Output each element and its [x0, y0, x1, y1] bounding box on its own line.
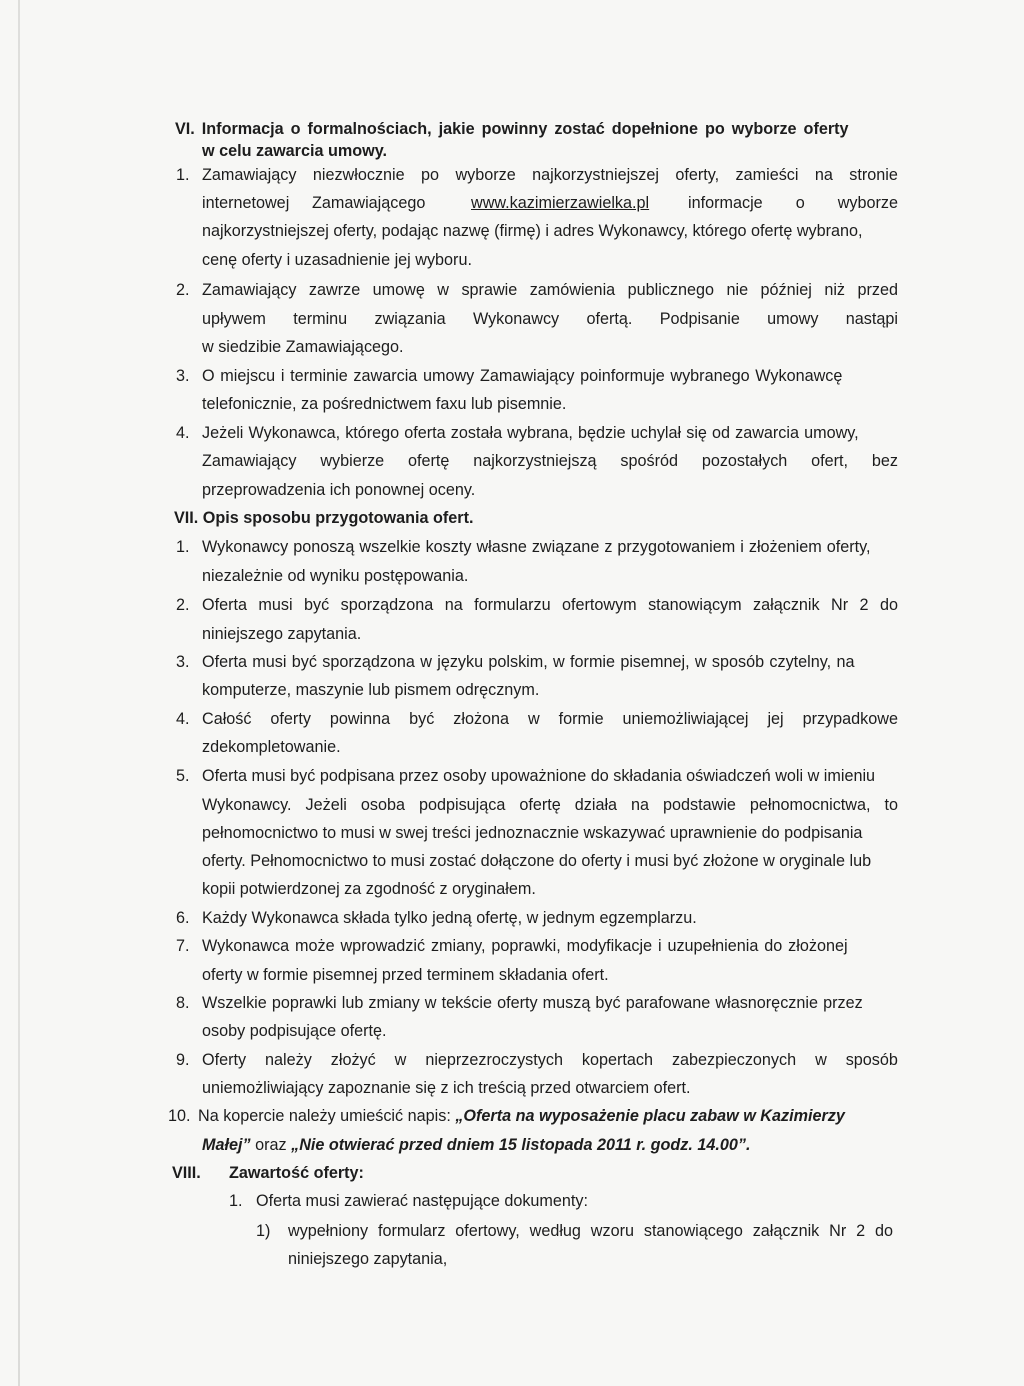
- vi-item-1-line2-post: [688, 194, 898, 213]
- word: w: [437, 281, 449, 299]
- word: niż: [824, 281, 846, 299]
- vi-item-1-line2-pre: internetowej: [202, 194, 290, 212]
- word: sporządzona: [340, 596, 434, 614]
- word: formie: [558, 710, 604, 728]
- word: załącznik: [753, 596, 820, 614]
- word: o: [795, 194, 805, 212]
- vii-item-2-num: 2.: [176, 596, 190, 614]
- vii-item-10-num: 10.: [168, 1107, 191, 1125]
- vi-item-1-line1: [202, 166, 898, 185]
- vii-item-9-num: 9.: [176, 1051, 190, 1069]
- word: jej: [767, 710, 784, 728]
- vi-item-2-line3: w siedzibie Zamawiającego.: [202, 338, 404, 356]
- word: 2: [856, 1222, 866, 1240]
- word: w: [527, 710, 540, 728]
- vii-item-7-line2: oferty w formie pisemnej przed terminem składania ofert.: [202, 966, 609, 984]
- vii-item-10-conj: oraz: [250, 1136, 292, 1154]
- word: do: [874, 1222, 893, 1240]
- word: najkorzystniejszą: [473, 452, 597, 470]
- word: Nr: [831, 596, 849, 614]
- word: nie: [726, 281, 749, 299]
- vi-item-3-line1: O miejscu i terminie zawarcia umowy Zamawiający poinformuje wybranego Wykonawcę: [202, 367, 843, 385]
- word: stanowiącego: [643, 1222, 743, 1240]
- vii-item-2-line1: [202, 596, 898, 615]
- word: osoba: [360, 796, 405, 814]
- word: ofertę: [519, 796, 561, 814]
- section-vii-heading: VII. Opis sposobu przygotowania ofert.: [174, 509, 474, 527]
- word: oferty,: [675, 166, 720, 184]
- section-vi-heading-cont: w celu zawarcia umowy.: [202, 142, 388, 160]
- vi-item-3-line2: telefonicznie, za pośrednictwem faxu lub pisemnie.: [202, 395, 567, 413]
- viii-sub-1-num: 1): [256, 1222, 271, 1240]
- word: najkorzystniejszej: [532, 166, 659, 184]
- word: zawrze: [308, 281, 361, 299]
- word: według: [529, 1222, 581, 1240]
- word: związania: [374, 310, 446, 328]
- word: Zamawiający: [202, 166, 297, 184]
- word: po: [421, 166, 440, 184]
- vii-item-7-num: 7.: [176, 937, 190, 955]
- viii-sub-1-line2: niniejszego zapytania,: [288, 1250, 448, 1268]
- word: na: [631, 796, 650, 814]
- word: ofertą.: [586, 310, 633, 328]
- word: Zamawiający: [202, 452, 297, 470]
- vii-item-4-num: 4.: [176, 710, 190, 728]
- section-viii-num: VIII.: [172, 1164, 201, 1182]
- vii-item-5-num: 5.: [176, 767, 190, 785]
- vii-item-5-line4: oferty. Pełnomocnictwo to musi zostać dołączone do oferty i musi być złożone w oryginale lub: [202, 852, 872, 870]
- word: wzoru: [590, 1222, 634, 1240]
- word: wybierze: [320, 452, 385, 470]
- word: ofertę: [408, 452, 450, 470]
- word: działa: [574, 796, 618, 814]
- word: sposób: [845, 1051, 898, 1069]
- word: na: [444, 596, 463, 614]
- word: formularzu: [474, 596, 551, 614]
- vi-item-2-line1: [202, 281, 898, 300]
- word: złożona: [453, 710, 510, 728]
- vi-item-4-line1: Jeżeli Wykonawca, którego oferta została wybrana, będzie uchylał się od zawarcia umowy,: [202, 424, 859, 442]
- word: terminu: [293, 310, 348, 328]
- word: musi: [258, 596, 293, 614]
- vi-item-2-num: 2.: [176, 281, 190, 299]
- word: kopertach: [581, 1051, 653, 1069]
- vii-item-9-line1: [202, 1051, 898, 1070]
- vii-item-6-line1: Każdy Wykonawca składa tylko jedną ofertę, w jednym egzemplarzu.: [202, 909, 697, 927]
- word: być: [303, 596, 330, 614]
- word: Zamawiający: [202, 281, 297, 299]
- word: umowę: [372, 281, 425, 299]
- word: w: [815, 1051, 827, 1069]
- word: wypełniony: [288, 1222, 369, 1240]
- viii-sub-1-line1: [288, 1222, 893, 1241]
- word: Nr: [829, 1222, 847, 1240]
- vii-item-1-line1: Wykonawcy ponoszą wszelkie koszty własne związane z przygotowaniem i złożeniem oferty,: [202, 538, 871, 556]
- vii-item-2-line2: niniejszego zapytania.: [202, 625, 362, 643]
- vii-item-9-line2: uniemożliwiający zapoznanie się z ich treścią przed otwarciem ofert.: [202, 1079, 691, 1097]
- word: umowy: [767, 310, 819, 328]
- word: bez: [871, 452, 898, 470]
- word: przypadkowe: [802, 710, 898, 728]
- word: niezwłocznie: [312, 166, 405, 184]
- vii-item-3-line1: Oferta musi być sporządzona w języku polskim, w formie pisemnej, w sposób czytelny, na: [202, 653, 855, 671]
- word: zabezpieczonych: [671, 1051, 797, 1069]
- word: ofertowym: [562, 596, 637, 614]
- vi-item-4-line2: [202, 452, 898, 471]
- vi-item-4-num: 4.: [176, 424, 190, 442]
- word: należy: [265, 1051, 312, 1069]
- word: podstawie: [663, 796, 736, 814]
- section-vi-heading: VI. Informacja o formalnościach, jakie powinny zostać dopełnione po wyborze oferty: [175, 120, 849, 138]
- word: 2: [859, 596, 869, 614]
- vii-item-5-line2: [202, 796, 898, 815]
- vii-item-6-num: 6.: [176, 909, 190, 927]
- vii-item-10-label: „Oferta na wyposażenie placu zabaw w Kazimierzy: [455, 1107, 845, 1125]
- word: w: [394, 1051, 407, 1069]
- vii-item-10-text: Na kopercie należy umieścić napis:: [198, 1107, 456, 1125]
- vii-item-4-line2: zdekompletowanie.: [202, 738, 341, 756]
- word: informacje: [688, 194, 763, 212]
- word: oferty: [270, 710, 311, 728]
- vii-item-8-num: 8.: [176, 994, 190, 1012]
- vii-item-8-line1: Wszelkie poprawki lub zmiany w tekście oferty muszą być parafowane własnoręcznie przez: [202, 994, 863, 1012]
- word: ofertowy,: [455, 1222, 520, 1240]
- vi-item-1-line2-mid: Zamawiającego: [312, 194, 426, 212]
- viii-item-1-text: Oferta musi zawierać następujące dokumenty:: [256, 1192, 589, 1210]
- word: pełnomocnictwa,: [749, 796, 871, 814]
- word: spośród: [620, 452, 678, 470]
- vii-item-8-line2: osoby podpisujące ofertę.: [202, 1022, 387, 1040]
- vii-item-5-line1: Oferta musi być podpisana przez osoby upoważnione do składania oświadczeń woli w imieniu: [202, 767, 876, 785]
- word: później: [760, 281, 812, 299]
- vi-item-3-num: 3.: [176, 367, 190, 385]
- website-link[interactable]: www.kazimierzawielka.pl: [471, 194, 650, 212]
- word: stronie: [849, 166, 898, 184]
- word: powinna: [329, 710, 391, 728]
- vii-item-1-line2: niezależnie od wyniku postępowania.: [202, 567, 469, 585]
- section-viii-heading: Zawartość oferty:: [229, 1164, 364, 1182]
- word: Wykonawcy.: [202, 796, 292, 814]
- word: upływem: [202, 310, 266, 328]
- vi-item-1-line4: cenę oferty i uzasadnienie jej wyboru.: [202, 251, 472, 269]
- word: wyborze: [455, 166, 516, 184]
- vii-item-3-line2: komputerze, maszynie lub pismem odręcznym.: [202, 681, 540, 699]
- word: Całość: [202, 710, 252, 728]
- word: nastąpi: [845, 310, 898, 328]
- viii-item-1-num: 1.: [229, 1192, 243, 1210]
- vii-item-10-label-cont: Małej”: [202, 1136, 251, 1154]
- word: publicznego: [627, 281, 715, 299]
- word: złożyć: [330, 1051, 376, 1069]
- word: zamieści: [735, 166, 799, 184]
- word: Oferty: [202, 1051, 247, 1069]
- vii-item-4-line1: [202, 710, 898, 729]
- vii-item-10-warning: „Nie otwierać przed dniem 15 listopada 2011 r. godz. 14.00”.: [291, 1136, 751, 1154]
- vi-item-1-num: 1.: [176, 166, 190, 184]
- word: Oferta: [202, 596, 247, 614]
- vii-item-7-line1: Wykonawca może wprowadzić zmiany, poprawki, modyfikacje i uzupełnienia do złożonej: [202, 937, 848, 955]
- word: sprawie: [461, 281, 518, 299]
- vii-item-5-line3: pełnomocnictwo to musi w swej treści jednoznacznie wskazywać uprawnienie do podpisania: [202, 824, 863, 842]
- vi-item-2-line2: [202, 310, 898, 329]
- word: być: [409, 710, 435, 728]
- word: Podpisanie: [659, 310, 740, 328]
- word: uniemożliwiającej: [622, 710, 749, 728]
- vii-item-10-line1: [198, 1107, 845, 1126]
- word: na: [814, 166, 833, 184]
- vi-item-4-line3: przeprowadzenia ich ponownej oceny.: [202, 481, 476, 499]
- word: formularz: [377, 1222, 446, 1240]
- word: stanowiącym: [648, 596, 742, 614]
- word: do: [879, 596, 898, 614]
- word: podpisująca: [418, 796, 506, 814]
- vii-item-10-line2: [202, 1136, 751, 1155]
- word: zamówienia: [529, 281, 616, 299]
- word: to: [884, 796, 898, 814]
- word: pozostałych: [701, 452, 788, 470]
- word: nieprzezroczystych: [425, 1051, 563, 1069]
- word: ofert,: [811, 452, 849, 470]
- vii-item-1-num: 1.: [176, 538, 190, 556]
- vii-item-5-line5: kopii potwierdzonej za zgodność z oryginałem.: [202, 880, 536, 898]
- vii-item-3-num: 3.: [176, 653, 190, 671]
- word: wyborze: [837, 194, 898, 212]
- word: załącznik: [752, 1222, 820, 1240]
- word: Wykonawcy: [472, 310, 560, 328]
- word: przed: [857, 281, 898, 299]
- word: Jeżeli: [305, 796, 347, 814]
- vi-item-1-line3: najkorzystniejszej oferty, podając nazwę (firmę) i adres Wykonawcy, którego ofertę wybrano,: [202, 222, 863, 240]
